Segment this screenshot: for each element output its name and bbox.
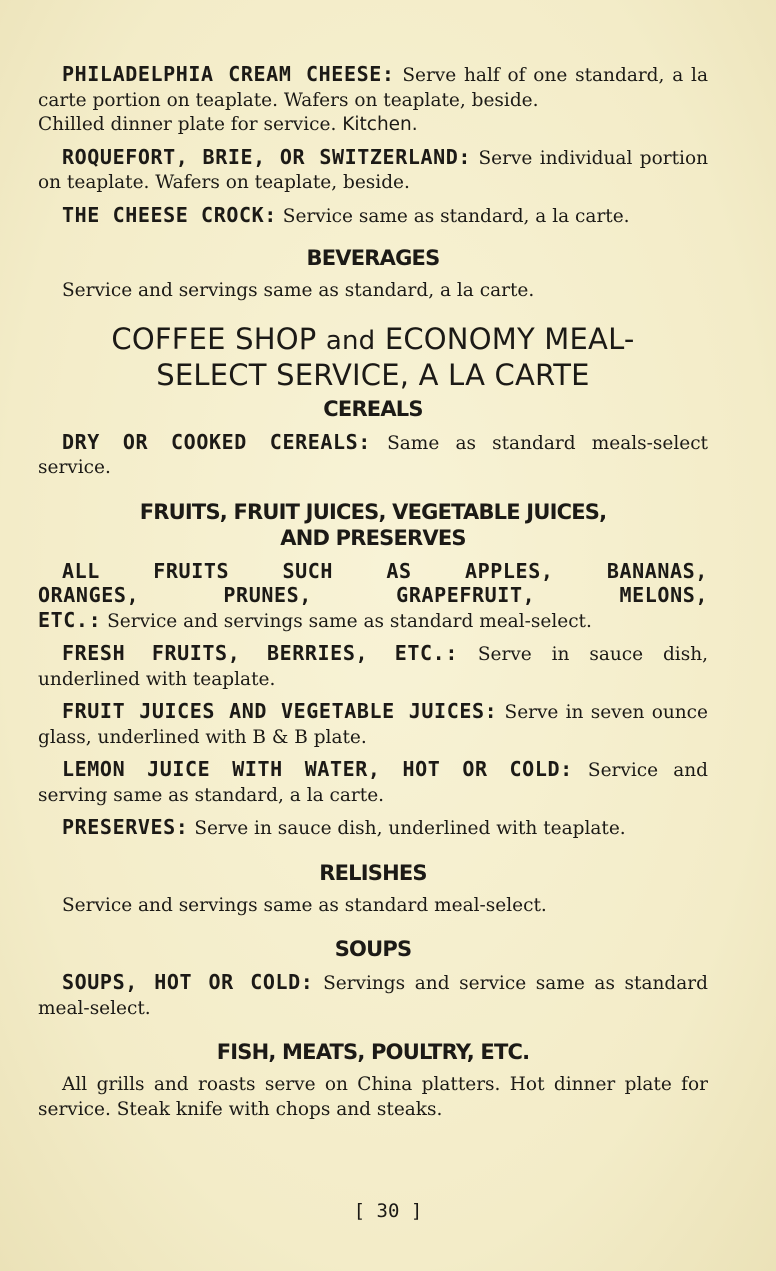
entry-text: Serve in sauce dish, underlined with teaplate. bbox=[38, 644, 709, 690]
beverages-heading: BEVERAGES bbox=[306, 246, 440, 270]
entry-text: Service and serving same as standard, a la carte. bbox=[38, 760, 709, 806]
entry-term: THE CHEESE CROCK: bbox=[62, 202, 277, 227]
word: ORANGES, bbox=[38, 583, 140, 607]
entry-term: FRESH FRUITS, BERRIES, ETC.: bbox=[62, 641, 458, 665]
word: AS bbox=[386, 558, 412, 583]
soups-heading: SOUPS bbox=[334, 937, 412, 961]
entry-text: Service same as standard, a la carte. bbox=[282, 205, 630, 227]
entry-text: Service and servings same as standard meal-select. bbox=[62, 894, 547, 916]
relishes-heading: RELISHES bbox=[319, 860, 427, 885]
entry-text: Serve in seven ounce glass, underlined with B & B plate. bbox=[38, 702, 708, 748]
preserves-entry bbox=[38, 815, 708, 842]
title-part1: COFFEE SHOP bbox=[111, 321, 317, 356]
word: APPLES, bbox=[464, 558, 554, 583]
all-fruits-entry bbox=[38, 559, 708, 635]
cheese-crock-entry bbox=[38, 203, 708, 230]
fruit-juices-entry bbox=[38, 699, 708, 750]
word: GRAPEFRUIT, bbox=[396, 583, 536, 607]
entry-text: Serve in sauce dish, underlined with teaplate. bbox=[194, 818, 626, 839]
heading-line2: AND PRESERVES bbox=[280, 525, 466, 550]
entry-term: ETC.: bbox=[38, 607, 102, 632]
word: BANANAS, bbox=[606, 558, 708, 583]
entry-text: Serve individual portion on teaplate. Wafers on teaplate, beside. bbox=[38, 147, 708, 193]
word: PRUNES, bbox=[223, 583, 312, 607]
entry-term: PRESERVES: bbox=[62, 815, 189, 839]
word: FRUITS bbox=[153, 558, 230, 583]
entry-text: Same as standard meals-select service. bbox=[38, 432, 708, 478]
word: ALL bbox=[62, 558, 100, 583]
all-fruits-line1 bbox=[38, 559, 708, 584]
title-and: and bbox=[325, 325, 376, 356]
soups-entry bbox=[38, 970, 708, 1021]
all-fruits-line2 bbox=[38, 583, 708, 608]
entry-text: Service and servings same as standard, a la carte. bbox=[62, 280, 535, 301]
cereals-entry bbox=[38, 430, 708, 481]
entry-note-kitchen: Kitchen. bbox=[342, 114, 418, 135]
philadelphia-cream-cheese-entry bbox=[38, 62, 708, 138]
fish-meats-heading: FISH, MEATS, POULTRY, ETC. bbox=[216, 1040, 530, 1064]
entry-text: Service and servings same as standard meal-select. bbox=[107, 610, 592, 632]
fresh-fruits-entry bbox=[38, 641, 708, 692]
entry-note: Chilled dinner plate for service. bbox=[38, 114, 337, 135]
entry-term: LEMON JUICE WITH WATER, HOT OR COLD: bbox=[62, 757, 573, 781]
coffee-shop-title bbox=[38, 322, 708, 392]
cereals-heading: CEREALS bbox=[323, 396, 423, 421]
word: SUCH bbox=[282, 558, 334, 583]
lemon-juice-entry bbox=[38, 757, 708, 808]
title-line2: SELECT SERVICE, A LA CARTE bbox=[156, 357, 590, 392]
entry-text: Servings and service same as standard meal-select. bbox=[38, 973, 708, 1019]
beverages-entry bbox=[38, 279, 708, 304]
page-content bbox=[38, 62, 708, 1129]
entry-term: DRY OR COOKED CEREALS: bbox=[62, 429, 371, 454]
fruits-heading bbox=[38, 499, 708, 551]
fish-meats-entry bbox=[38, 1073, 708, 1122]
roquefort-entry bbox=[38, 145, 708, 196]
entry-text: All grills and roasts serve on China platters. Hot dinner plate for service. Steak knife with chops and steaks. bbox=[38, 1074, 708, 1120]
heading-line1: FRUITS, FRUIT JUICES, VEGETABLE JUICES, bbox=[139, 499, 607, 524]
all-fruits-line3 bbox=[38, 608, 708, 635]
title-part2: ECONOMY MEAL- bbox=[384, 321, 635, 356]
word: MELONS, bbox=[619, 583, 708, 607]
entry-term: ROQUEFORT, BRIE, OR SWITZERLAND: bbox=[62, 144, 472, 169]
entry-term: FRUIT JUICES AND VEGETABLE JUICES: bbox=[62, 699, 498, 723]
entry-text: Serve half of one standard, a la carte portion on teaplate. Wafers on teaplate, beside. bbox=[38, 65, 708, 111]
page-number: [ 30 ] bbox=[353, 1200, 423, 1222]
entry-term: SOUPS, HOT OR COLD: bbox=[62, 970, 314, 994]
relishes-entry bbox=[38, 894, 708, 919]
entry-term: PHILADELPHIA CREAM CHEESE: bbox=[62, 62, 395, 86]
